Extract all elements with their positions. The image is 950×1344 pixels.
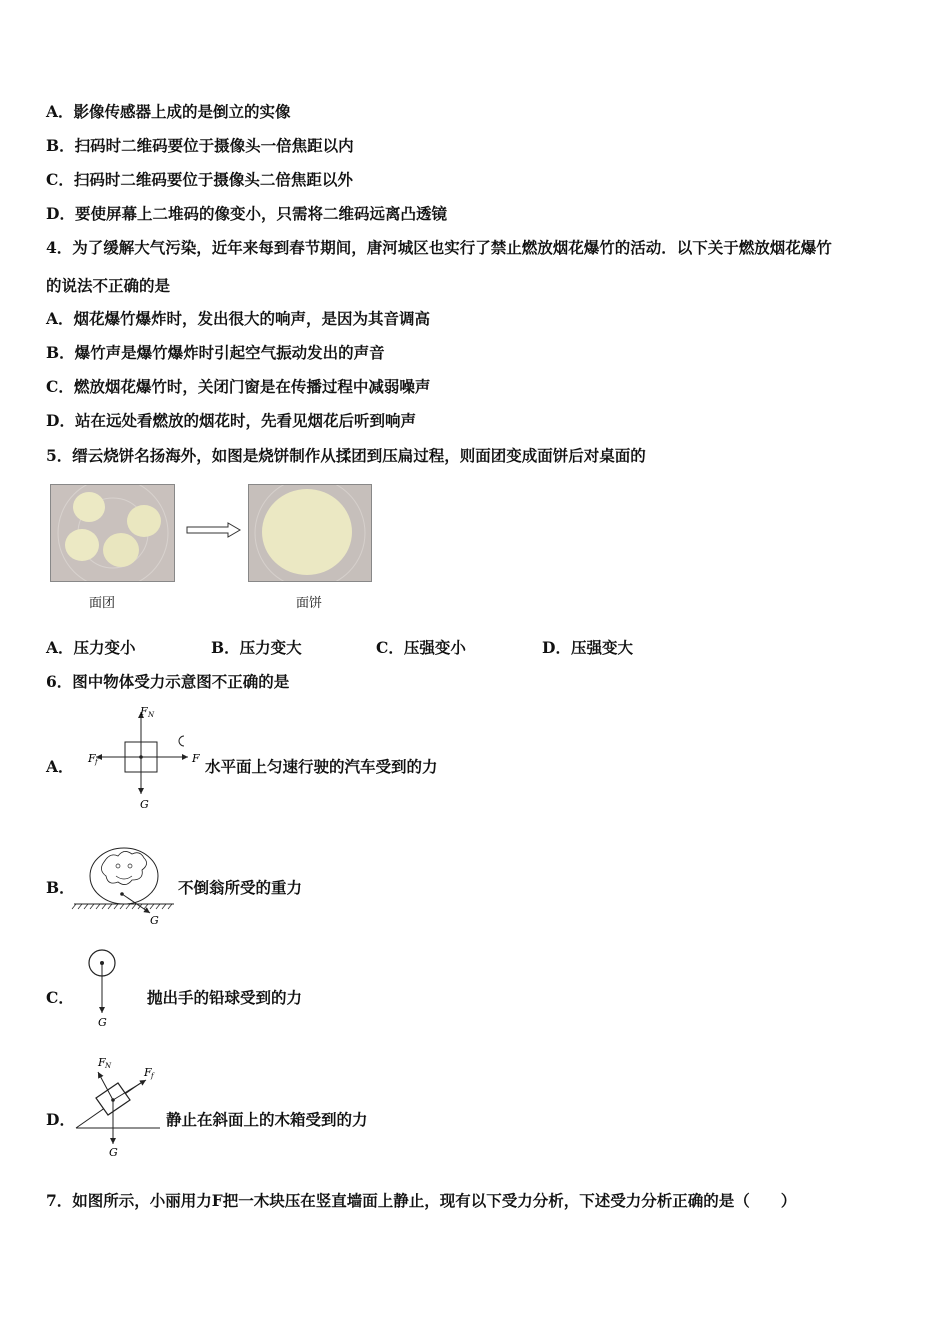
label-incline-gravity: G — [109, 1146, 118, 1159]
caption-dough: 面团 — [89, 596, 116, 611]
q3-option-b: B．扫码时二维码要位于摄像头一倍焦距以内 — [46, 136, 354, 155]
q4-option-d: D．站在远处看燃放的烟花时，先看见烟花后听到响声 — [46, 411, 416, 430]
q6-option-c-text: 抛出手的铅球受到的力 — [147, 988, 303, 1007]
process-arrow-icon — [186, 522, 242, 542]
tumbler-diagram — [70, 840, 180, 934]
q6-option-c-letter: C． — [46, 988, 74, 1007]
q5-option-d: D．压强变大 — [542, 638, 633, 657]
q5-option-c: C．压强变小 — [376, 638, 466, 657]
q4-stem-line1: 4．为了缓解大气污染，近年来每到春节期间，唐河城区也实行了禁止燃放烟花爆竹的活动．以下关于燃放烟花爆竹 — [46, 238, 832, 257]
label-friction: F — [88, 752, 96, 765]
incline-box-diagram — [72, 1052, 164, 1166]
label-force: F — [192, 752, 200, 765]
q6-option-d-text: 静止在斜面上的木箱受到的力 — [166, 1110, 368, 1129]
q7-stem: 7．如图所示，小丽用力F把一木块压在竖直墙面上静止，现有以下受力分析，下述受力分析正确的是（ ） — [46, 1191, 797, 1210]
q6-option-a-letter: A． — [46, 757, 74, 776]
q6-option-b-text: 不倒翁所受的重力 — [178, 878, 303, 897]
q4-option-a: A．烟花爆竹爆炸时，发出很大的响声，是因为其音调高 — [46, 309, 431, 328]
label-fn-sub: N — [148, 711, 155, 719]
label-incline-fn: F — [98, 1056, 106, 1069]
label-fn: F — [140, 705, 148, 718]
label-tumbler-gravity: G — [150, 914, 159, 927]
label-incline-f: F — [144, 1066, 152, 1079]
q4-option-c: C．燃放烟花爆竹时，关闭门窗是在传播过程中减弱噪声 — [46, 377, 431, 396]
q6-stem: 6．图中物体受力示意图不正确的是 — [46, 672, 290, 691]
q4-stem-line2: 的说法不正确的是 — [46, 276, 171, 295]
q5-stem: 5．缙云烧饼名扬海外，如图是烧饼制作从揉团到压扁过程，则面团变成面饼后对桌面的 — [46, 446, 646, 465]
car-force-diagram — [80, 700, 205, 816]
label-incline-fn-sub: N — [105, 1062, 112, 1070]
flat-cake-photo — [248, 484, 372, 582]
q3-option-a: A．影像传感器上成的是倒立的实像 — [46, 102, 291, 121]
q6-option-d-letter: D． — [46, 1110, 75, 1129]
q5-option-a: A．压力变小 — [46, 638, 136, 657]
q3-option-d: D．要使屏幕上二堆码的像变小，只需将二维码远离凸透镜 — [46, 204, 447, 223]
q5-option-b: B．压力变大 — [211, 638, 302, 657]
caption-cake: 面饼 — [296, 596, 323, 611]
label-incline-f-sub: f — [151, 1072, 154, 1080]
shotput-diagram — [86, 946, 126, 1034]
dough-balls-photo — [50, 484, 175, 582]
q3-option-c: C．扫码时二维码要位于摄像头二倍焦距以外 — [46, 170, 353, 189]
q6-option-a-text: 水平面上匀速行驶的汽车受到的力 — [205, 757, 438, 776]
label-shotput-gravity: G — [98, 1016, 107, 1029]
q6-option-b-letter: B． — [46, 878, 75, 897]
label-gravity: G — [140, 798, 149, 811]
q4-option-b: B．爆竹声是爆竹爆炸时引起空气振动发出的声音 — [46, 343, 385, 362]
label-friction-sub: f — [95, 758, 98, 766]
